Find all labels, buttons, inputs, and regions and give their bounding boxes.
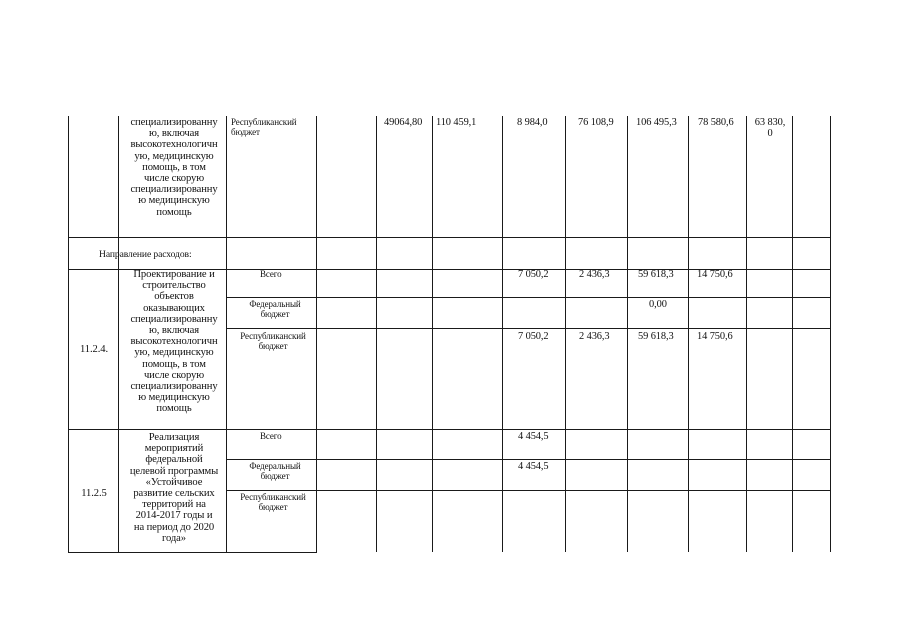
row-11-2-5-description — [118, 432, 230, 544]
desc-line: ю, включая — [148, 325, 200, 337]
value-cell: 7 050,2 — [518, 269, 549, 280]
desc-line: развитие сельских — [133, 488, 215, 500]
grid-line-vertical — [746, 116, 747, 552]
desc-line: помощь, в том — [142, 358, 206, 370]
desc-line: специализированну — [130, 184, 218, 196]
grid-line-vertical — [688, 116, 689, 552]
value-cell: 8 984,0 — [517, 117, 548, 128]
funding-source: Республиканский бюджет — [240, 331, 306, 351]
funding-source: Всего — [260, 431, 282, 441]
value-cell: 14 750,6 — [697, 269, 733, 280]
desc-line: Проектирование и — [133, 269, 215, 280]
section-heading: Направление расходов: — [99, 249, 192, 260]
desc-line: помощь — [156, 206, 192, 218]
desc-line: мероприятий — [144, 443, 204, 455]
desc-line: ю, включая — [148, 128, 200, 140]
desc-line: 2014-2017 годы и — [135, 510, 213, 522]
funding-source: Федеральный бюджет — [249, 299, 301, 319]
value-cell: 7 050,2 — [518, 331, 549, 342]
grid-line-horizontal — [68, 552, 317, 553]
desc-line: ю медицинскую — [138, 392, 210, 404]
desc-line: высокотехнологичн — [130, 139, 218, 151]
value-cell: 78 580,6 — [698, 117, 734, 128]
desc-line: специализированну — [130, 313, 218, 325]
desc-line: ую, медицинскую — [134, 150, 214, 162]
row-top-description — [118, 117, 230, 218]
grid-line-vertical — [376, 116, 377, 552]
funding-source: Всего — [260, 269, 282, 279]
value-cell: 63 830, 0 — [754, 117, 786, 139]
desc-line: объектов — [154, 291, 194, 303]
grid-line-vertical — [627, 116, 628, 552]
value-cell: 110 459,1 — [436, 117, 477, 128]
desc-line: Реализация — [148, 432, 200, 443]
desc-line: строительство — [142, 280, 206, 292]
desc-line: ую, медицинскую — [134, 347, 214, 359]
value-cell: 2 436,3 — [579, 331, 610, 342]
grid-line-horizontal — [68, 429, 831, 430]
value-cell: 49064,80 — [384, 117, 423, 128]
desc-line: числе скорую — [143, 173, 205, 185]
grid-line-horizontal — [68, 237, 831, 238]
grid-line-vertical — [68, 116, 69, 552]
desc-line: числе скорую — [143, 369, 205, 381]
grid-line-vertical — [316, 116, 317, 552]
desc-line: федеральной — [145, 454, 203, 466]
row-11-2-4-description — [118, 269, 230, 415]
grid-line-vertical — [432, 116, 433, 552]
value-cell: 106 495,3 — [636, 117, 677, 128]
value-cell: 4 454,5 — [518, 461, 549, 472]
value-cell: 4 454,5 — [518, 431, 549, 442]
grid-line-vertical — [565, 116, 566, 552]
desc-line: года» — [162, 532, 186, 544]
desc-line: высокотехнологичн — [130, 336, 218, 348]
desc-line: «Устойчивое — [145, 476, 203, 488]
desc-line: ю медицинскую — [138, 195, 210, 207]
desc-line: целевой программы — [129, 465, 219, 477]
value-cell: 14 750,6 — [697, 331, 733, 342]
row-code: 11.2.4. — [79, 344, 109, 355]
desc-line: помощь — [156, 403, 192, 415]
row-code: 11.2.5 — [81, 488, 107, 499]
desc-line: оказывающих — [143, 302, 205, 314]
value-cell: 76 108,9 — [578, 117, 614, 128]
grid-line-vertical — [830, 116, 831, 552]
grid-line-vertical — [792, 116, 793, 552]
value-cell: 2 436,3 — [579, 269, 610, 280]
value-cell: 59 618,3 — [638, 269, 674, 280]
funding-source: Федеральный бюджет — [249, 461, 301, 481]
desc-line: территорий на — [142, 499, 206, 511]
desc-line: специализированну — [130, 117, 218, 128]
desc-line: специализированну — [130, 381, 218, 393]
desc-line: помощь, в том — [142, 161, 206, 173]
funding-source: Республиканский бюджет — [240, 492, 306, 512]
grid-line-vertical — [502, 116, 503, 552]
value-cell: 0,00 — [649, 299, 667, 310]
desc-line: на период до 2020 — [133, 521, 215, 533]
funding-source: Республиканский бюджет — [231, 117, 297, 137]
value-cell: 59 618,3 — [638, 331, 674, 342]
